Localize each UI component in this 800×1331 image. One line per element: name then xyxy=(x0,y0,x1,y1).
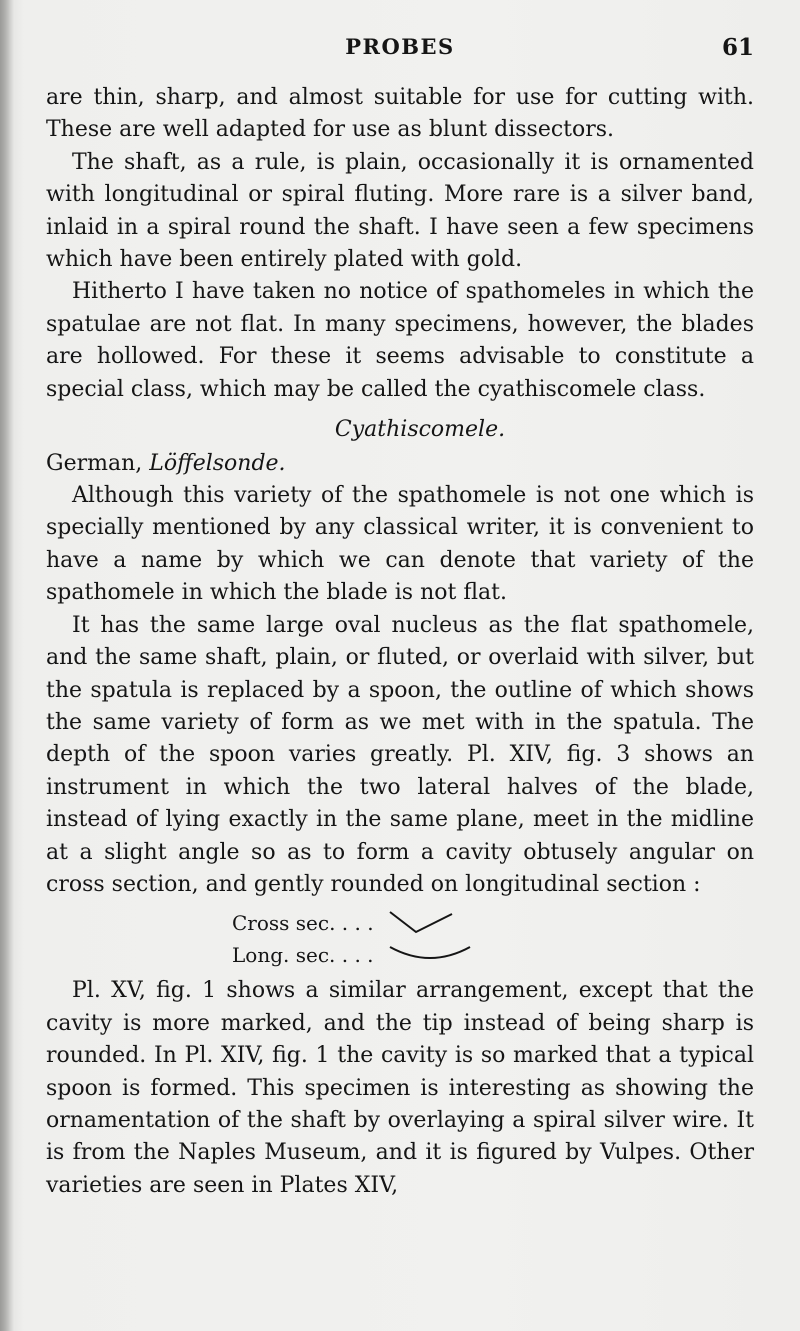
page-header xyxy=(46,30,754,82)
cross-section-row xyxy=(232,907,754,939)
cross-section-angle-icon xyxy=(388,908,456,938)
body-text xyxy=(46,82,754,1202)
paragraph-pl-xv: Pl. XV, fig. 1 shows a similar arrangement, except that the cavity is more marked, and the tip instead of being sharp is rounded. In Pl. XIV, fig. 1 the cavity is so marked that a typical spoon is formed. This specimen is interesting as showing the ornamentation of the shaft by overlaying a spiral silver wire. It is from the Naples Museum, and it is figured by Vulpes. Other varieties are seen in Plates XIV, xyxy=(46,978,754,1198)
paragraph-nucleus: It has the same large oval nucleus as the flat spathomele, and the same shaft, plain, or fluted, or overlaid with silver, but the spatula is replaced by a spoon, the outline of which shows the same variety of form as we met with in the spatula. The depth of the spoon varies greatly. Pl. XIV, fig. 3 shows an instrument in which the two lateral halves of the blade, instead of lying exactly in the same plane, meet in the midline at a slight angle so as to form a cavity obtusely angular on cross section, and gently rounded on longitudinal section : xyxy=(46,612,754,897)
longitudinal-section-label: Long. sec. . . . xyxy=(232,943,374,968)
german-term: Löffelsonde. xyxy=(149,451,286,477)
page-content xyxy=(46,30,754,1202)
paragraph-shaft: The shaft, as a rule, is plain, occasionally it is ornamented with longitudinal or spiral fluting. More rare is a silver band, inlaid in a spiral round the shaft. I have seen a few specimens which have been entirely plated with gold. xyxy=(46,149,754,273)
running-head: PROBES xyxy=(345,34,455,59)
longitudinal-section-curve-icon xyxy=(388,943,472,967)
cross-section-label: Cross sec. . . . xyxy=(232,911,374,936)
paragraph-continued: are thin, sharp, and almost suitable for use for cutting with. These are well adapted for use as blunt dissectors. xyxy=(46,85,754,143)
binding-shadow xyxy=(0,0,14,1331)
paragraph-hitherto: Hitherto I have taken no notice of spathomeles in which the spatulae are not flat. In many specimens, however, the blades are hollowed. For these it seems advisable to constitute a special class, which may be called the cyathiscomele class. xyxy=(46,279,754,402)
section-heading-text: Cyathiscomele. xyxy=(334,417,506,443)
german-prefix: German, xyxy=(46,451,143,477)
paragraph-although: Although this variety of the spathomele is not one which is specially mentioned by any classical writer, it is convenient to have a name by which we can denote that variety of the spathomele in which the blade is not flat. xyxy=(46,483,754,606)
longitudinal-section-row xyxy=(232,939,754,971)
page-number: 61 xyxy=(721,34,754,61)
section-figure xyxy=(46,907,754,971)
section-heading xyxy=(46,414,754,446)
german-name-line xyxy=(46,448,754,480)
